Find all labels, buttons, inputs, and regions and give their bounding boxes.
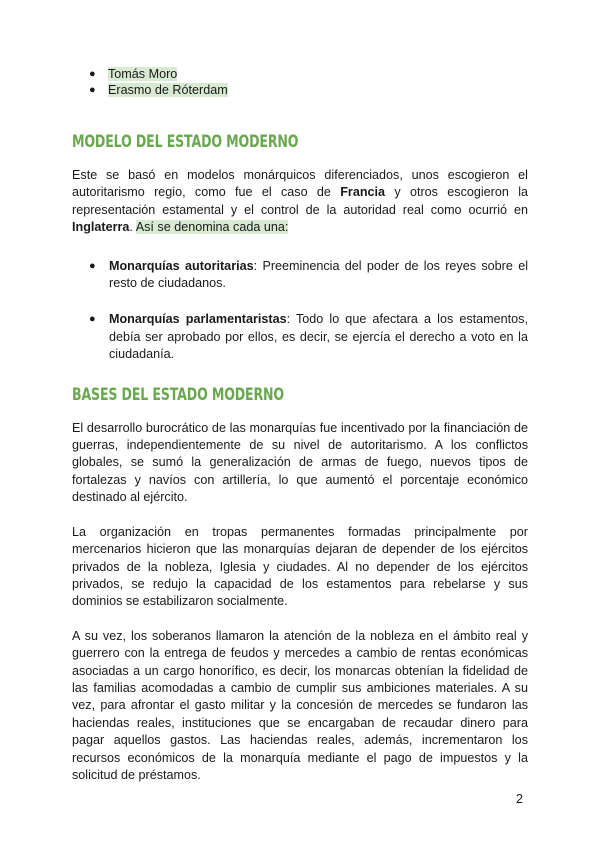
list-item xyxy=(72,66,528,82)
page-number: 2 xyxy=(516,792,524,806)
bullet-term: Monarquías autoritarias xyxy=(109,258,254,273)
authors-list xyxy=(72,66,528,98)
bullet-icon: ● xyxy=(89,68,96,80)
highlighted-text: Así se denomina cada una: xyxy=(135,220,289,235)
section-heading-modelo: MODELO DEL ESTADO MODERNO xyxy=(72,132,299,152)
list-item-text: Tomás Moro xyxy=(108,67,178,81)
text-run: . xyxy=(129,220,136,235)
bullet-icon: ● xyxy=(89,259,96,272)
list-item xyxy=(72,82,528,98)
body-paragraph: A su vez, los soberanos llamaron la atención de la nobleza en el ámbito real y guerrero con la entrega de feudos y mercedes a cambio de rentas económicas asociadas a un cargo honorífico, es decir, los monarcas obtenían la fidelidad de las familias acomodadas a cambio de cumplir sus ambiciones materiales. A su vez, para afrontar el gasto militar y la concesión de mercedes se fundaron las haciendas reales, instituciones que se encargaban de recaudar dinero para pagar aquellos gastos. Las haciendas reales, además, incrementaron los recursos económicos de la monarquía mediante el pago de impuestos y la solicitud de préstamos. xyxy=(72,628,528,782)
intro-paragraph xyxy=(72,167,528,237)
monarchy-types-list xyxy=(72,258,528,364)
bold-text-inglaterra: Inglaterra xyxy=(72,220,130,235)
bullet-term: Monarquías parlamentaristas xyxy=(109,312,287,327)
document-page xyxy=(72,66,528,784)
bold-text-francia: Francia xyxy=(340,185,386,200)
body-paragraph: El desarrollo burocrático de las monarquías fue incentivado por la financiación de guerras, independientemente de su nivel de autoritarismo. A los conflictos globales, se sumó la generalización de armas de fuego, nuevos tipos de fortalezas y navíos con artillería, lo que aumentó el porcentaje económico destinado al ejército. xyxy=(72,420,528,505)
section-heading-bases: BASES DEL ESTADO MODERNO xyxy=(72,384,284,405)
bullet-icon: ● xyxy=(89,313,96,326)
list-item xyxy=(72,258,528,293)
body-paragraph: La organización en tropas permanentes formadas principalmente por mercenarios hicieron que las monarquías dejaran de depender de los ejércitos privados de la nobleza, Iglesia y ciudades. Al no depender de los ejércitos privados, se redujo la capacidad de los estamentos para rebelarse y sus dominios se estabilizaron socialmente. xyxy=(72,524,528,609)
text-run: Este se basó en modelos monárquicos diferenciados, unos escogieron el autoritarismo regio, como fue el caso de xyxy=(72,168,528,200)
list-item-text: Erasmo de Róterdam xyxy=(108,83,228,97)
bullet-text: : Preeminencia del poder de los reyes sobre el resto de ciudadanos. xyxy=(109,258,529,291)
text-run: y otros escogieron la representación estamental y el control de la autoridad real como ocurrió en xyxy=(72,185,529,217)
list-item xyxy=(72,311,528,363)
bullet-text: : Todo lo que afectara a los estamentos, debía ser aprobado por ellos, es decir, se ejercía el derecho a voto en la ciudadanía. xyxy=(109,312,528,362)
bullet-icon: ● xyxy=(89,84,96,96)
